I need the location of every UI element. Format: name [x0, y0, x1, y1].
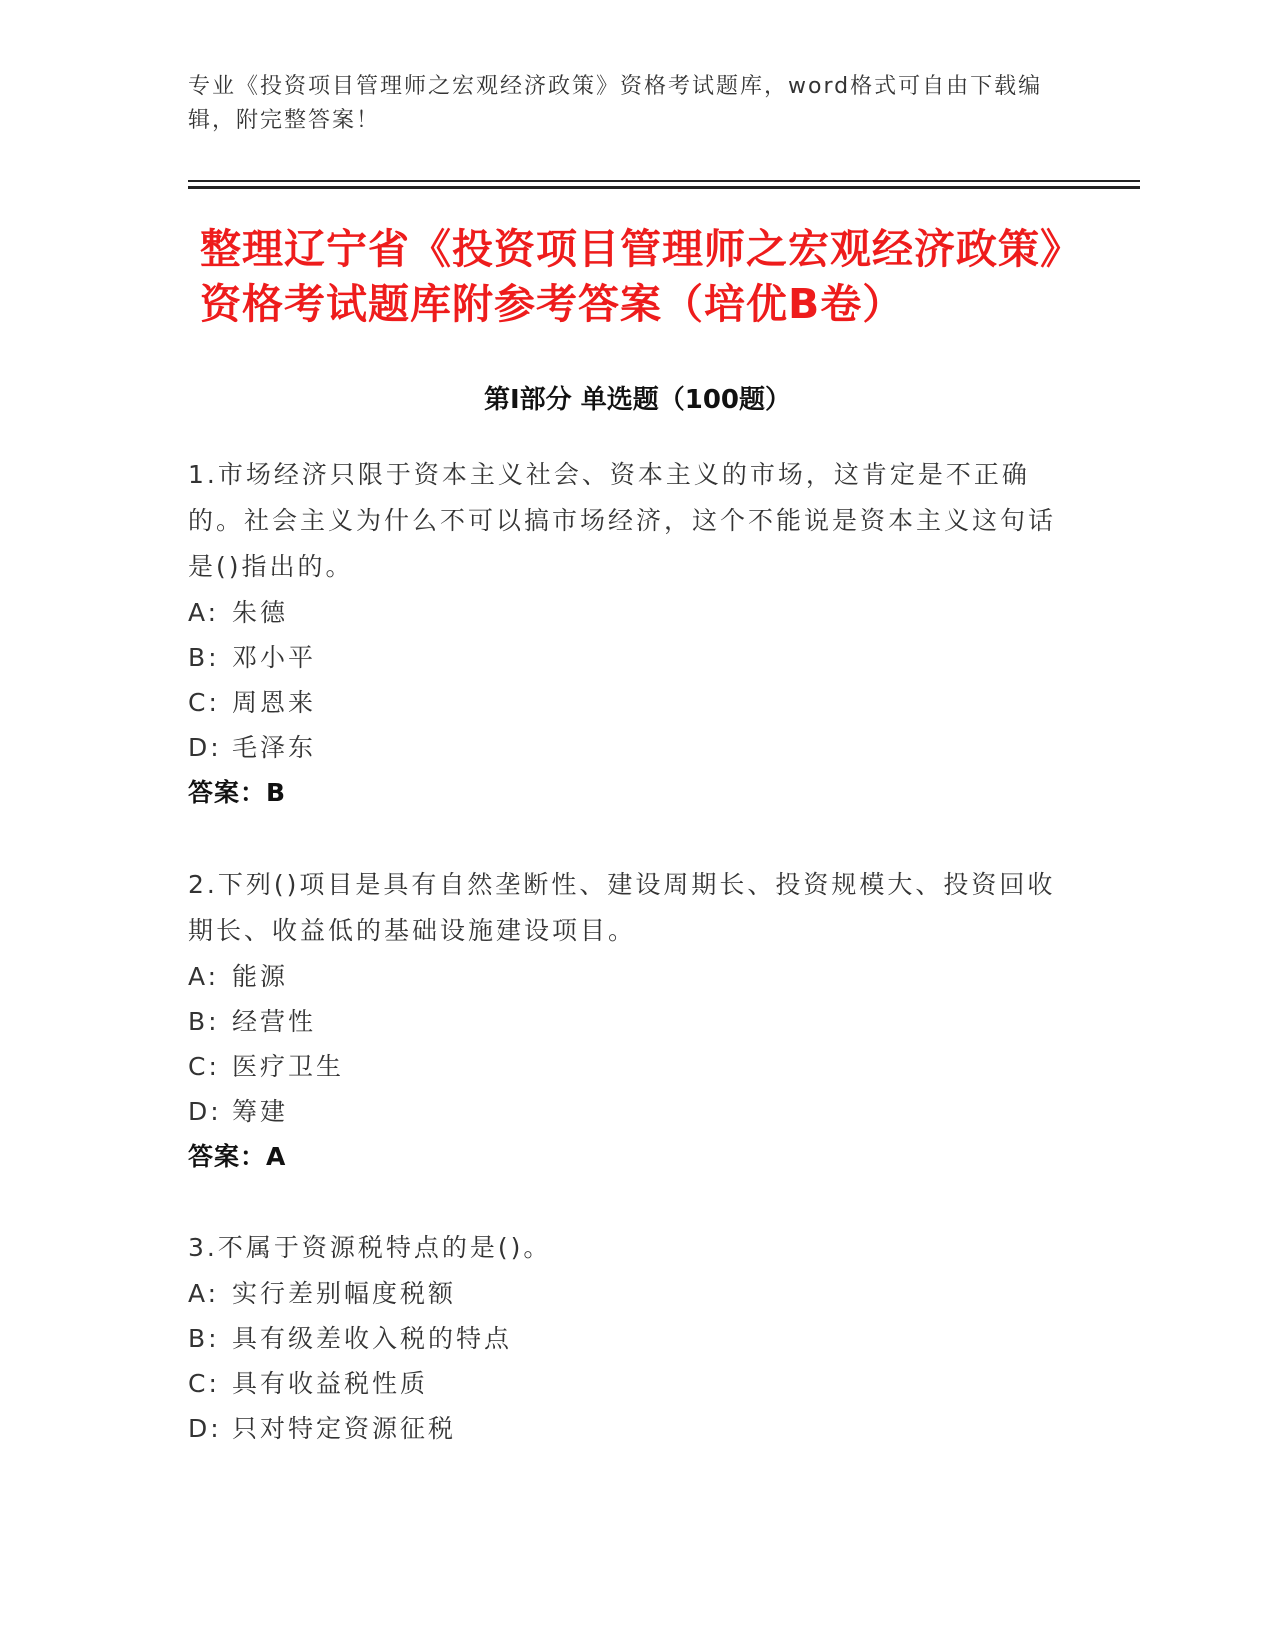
answer-line: 答案：B [188, 778, 287, 807]
header-divider-thin [188, 180, 1140, 182]
answer-line: 答案：A [188, 1142, 287, 1171]
option-text: 朱德 [232, 598, 289, 627]
option-c [188, 1044, 1068, 1089]
question-3 [188, 1225, 1068, 1451]
question-1 [188, 452, 1068, 816]
question-stem: 1.市场经济只限于资本主义社会、资本主义的市场，这肯定是不正确的。社会主义为什么不可以搞市场经济，这个不能说是资本主义这句话是()指出的。 [188, 460, 1057, 581]
option-text: 实行差别幅度税额 [232, 1279, 457, 1308]
question-stem: 3.不属于资源税特点的是()。 [188, 1233, 552, 1262]
option-text: 邓小平 [232, 643, 317, 672]
option-a [188, 590, 1068, 635]
option-b [188, 999, 1068, 1044]
option-a [188, 954, 1068, 999]
option-text: 具有收益税性质 [232, 1369, 429, 1398]
option-letter: A: [188, 962, 220, 991]
option-text: 只对特定资源征税 [232, 1414, 457, 1443]
option-letter: B: [188, 643, 220, 672]
document-title: 整理辽宁省《投资项目管理师之宏观经济政策》资格考试题库附参考答案（培优B卷） [200, 225, 1082, 328]
option-d [188, 1089, 1068, 1134]
option-letter: D: [188, 1097, 222, 1126]
option-b [188, 635, 1068, 680]
option-text: 经营性 [232, 1007, 317, 1036]
option-text: 具有级差收入税的特点 [232, 1324, 513, 1353]
option-text: 能源 [232, 962, 289, 991]
option-letter: A: [188, 1279, 220, 1308]
question-stem: 2.下列()项目是具有自然垄断性、建设周期长、投资规模大、投资回收期长、收益低的基础设施建设项目。 [188, 870, 1056, 945]
option-letter: A: [188, 598, 220, 627]
option-c [188, 1361, 1068, 1406]
option-letter: C: [188, 688, 220, 717]
option-text: 筹建 [232, 1097, 289, 1126]
option-letter: C: [188, 1052, 220, 1081]
section-heading: 第I部分 单选题（100题） [484, 385, 791, 415]
option-c [188, 680, 1068, 725]
header-divider-thick [188, 186, 1140, 189]
question-2 [188, 862, 1068, 1180]
option-d [188, 1406, 1068, 1451]
option-letter: D: [188, 733, 222, 762]
option-letter: B: [188, 1324, 220, 1353]
option-b [188, 1316, 1068, 1361]
option-letter: B: [188, 1007, 220, 1036]
option-letter: C: [188, 1369, 220, 1398]
option-a [188, 1271, 1068, 1316]
header-note: 专业《投资项目管理师之宏观经济政策》资格考试题库，word格式可自由下载编辑，附完整答案！ [188, 74, 1043, 133]
option-text: 医疗卫生 [232, 1052, 345, 1081]
option-letter: D: [188, 1414, 222, 1443]
option-text: 周恩来 [232, 688, 317, 717]
option-text: 毛泽东 [232, 733, 317, 762]
option-d [188, 725, 1068, 770]
